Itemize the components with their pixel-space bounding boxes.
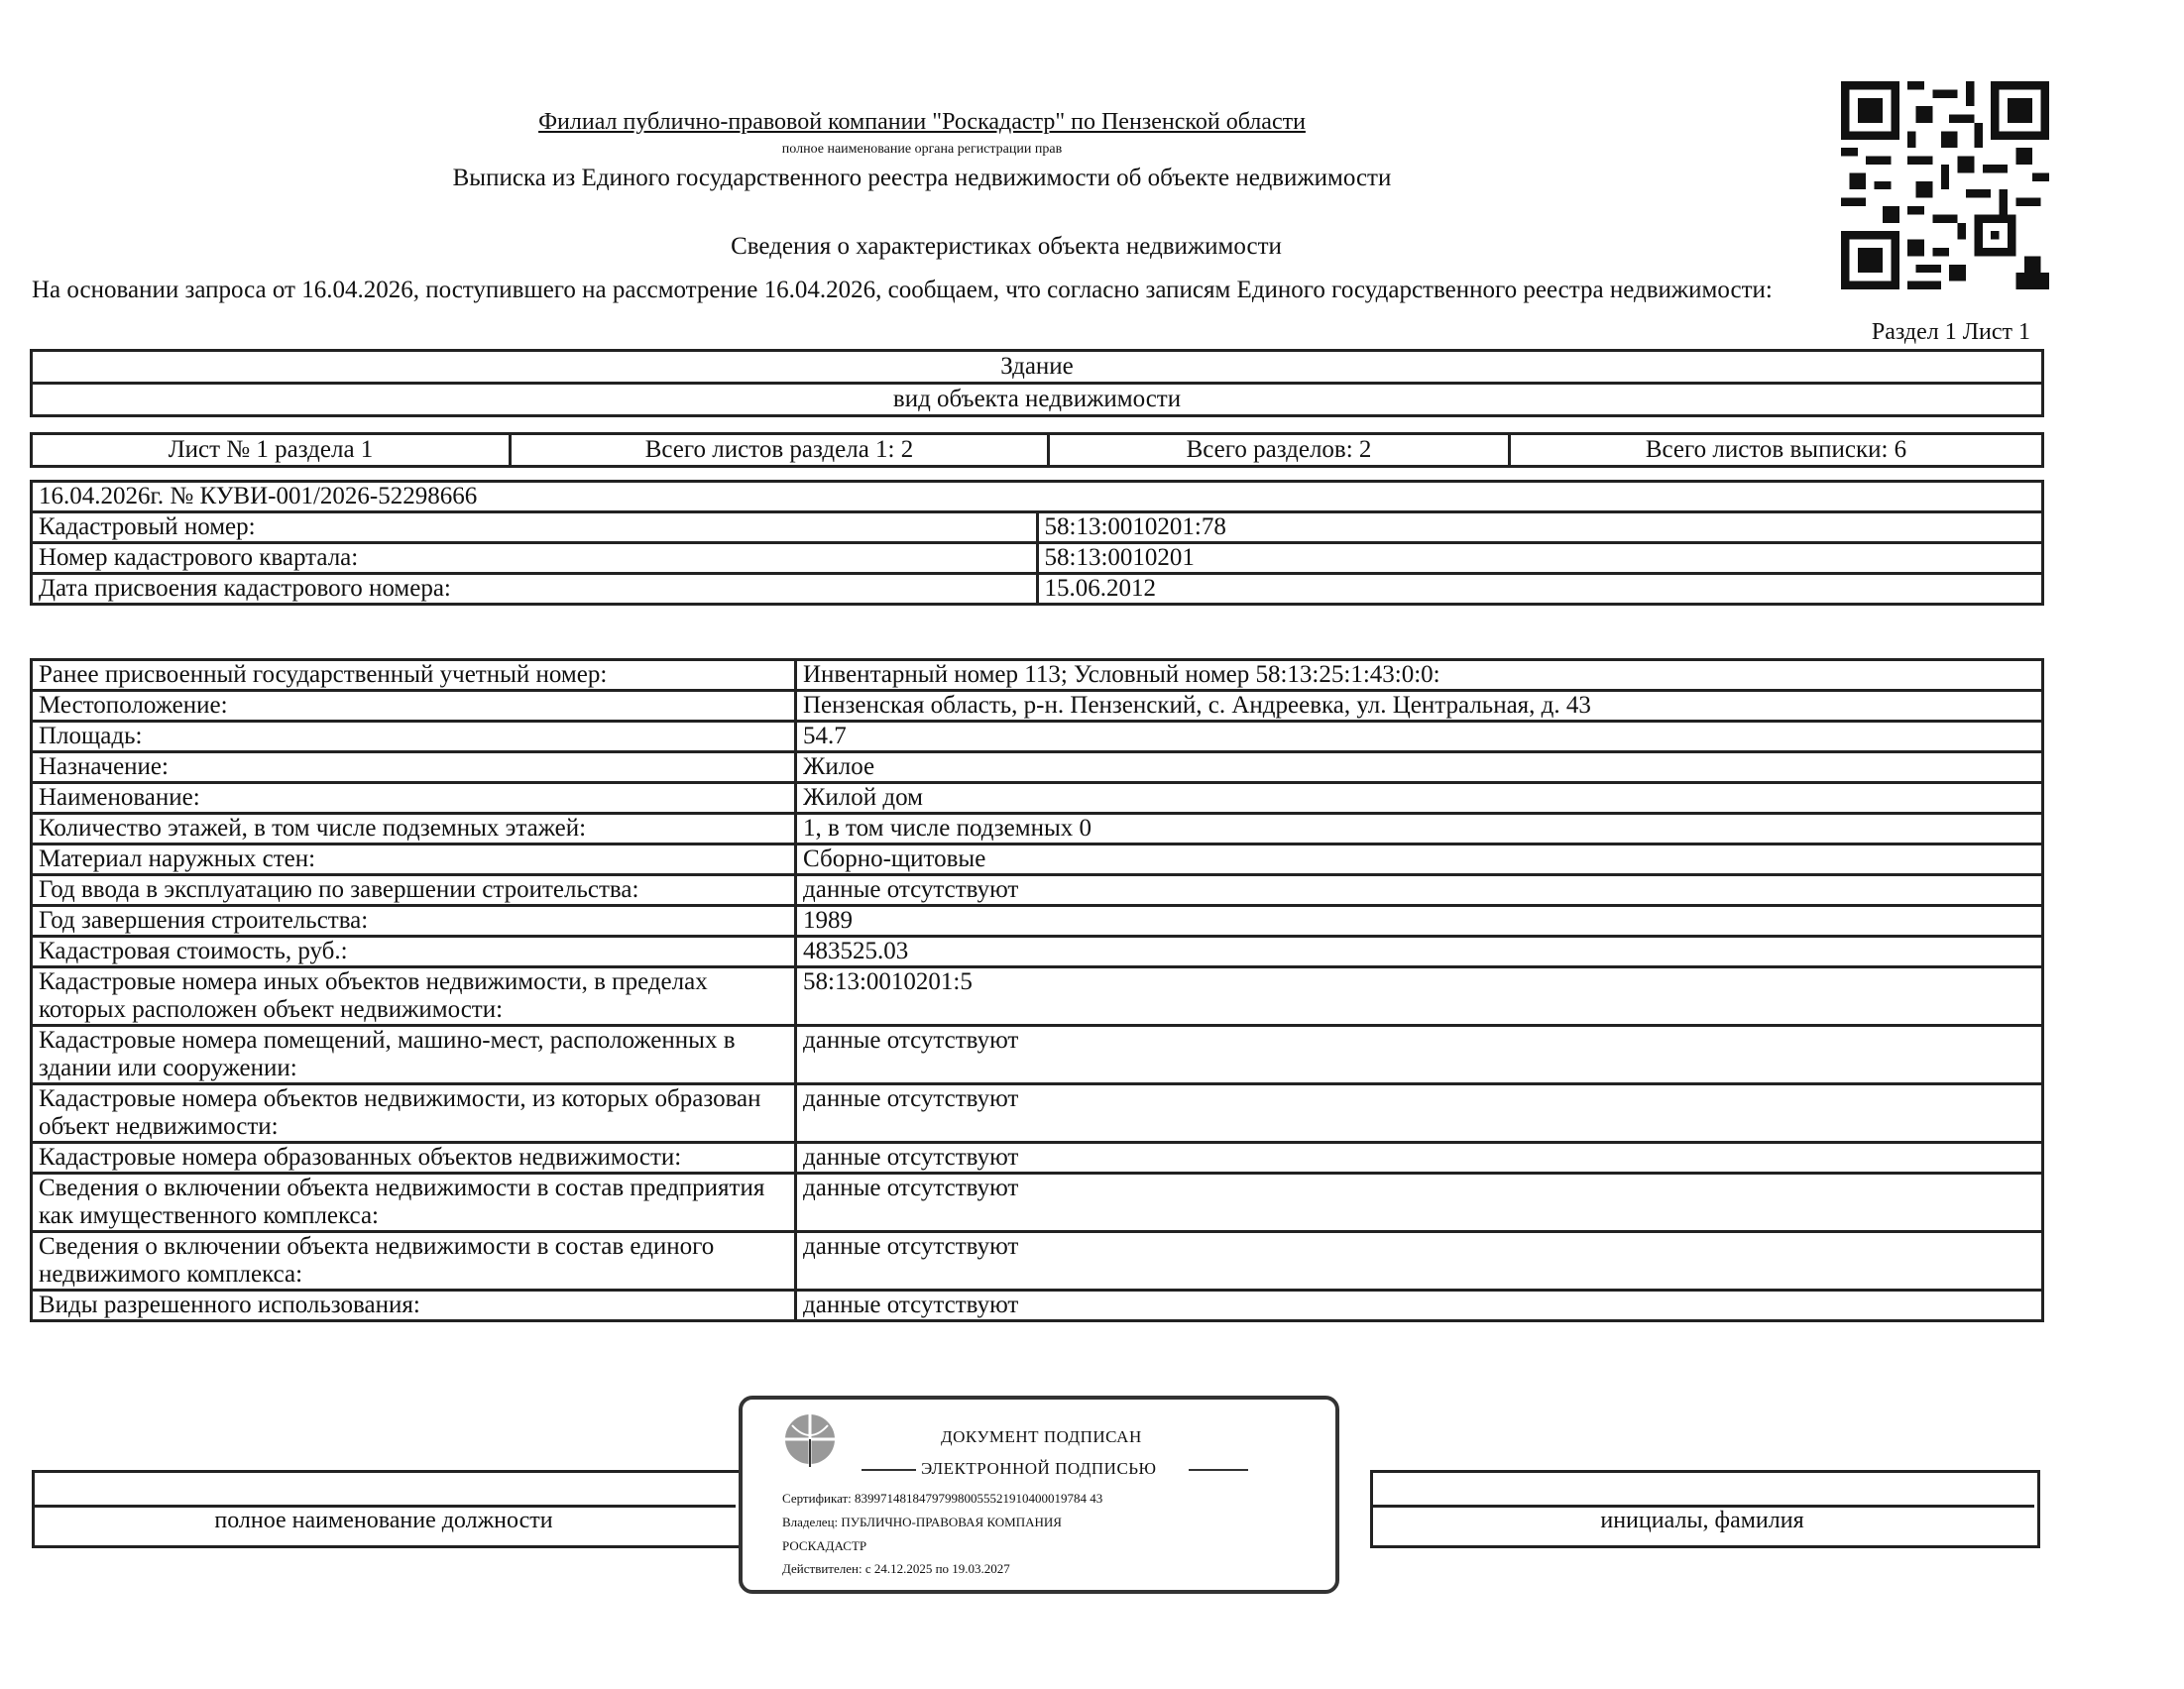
qr-code-icon [1841,81,2049,289]
table-row [32,660,2043,691]
registration-value: 58:13:0010201:78 [1037,512,2043,543]
characteristic-label: Год ввода в эксплуатацию по завершении строительства: [32,875,796,906]
table-row [32,1026,2043,1084]
total-section-sheets: Всего листов раздела 1: 2 [511,434,1049,467]
stamp-divider-right [1189,1469,1248,1471]
characteristic-label: Год завершения строительства: [32,906,796,937]
characteristic-label: Наименование: [32,783,796,814]
characteristic-value: 54.7 [796,722,2043,752]
table-row [32,1291,2043,1321]
stamp-owner-line1: Владелец: ПУБЛИЧНО-ПРАВОВАЯ КОМПАНИЯ [782,1515,1062,1529]
table-row [32,752,2043,783]
organization-name: Филиал публично-правовой компании "Роскадастр" по Пензенской области [538,109,1306,135]
registration-value: 15.06.2012 [1037,574,2043,605]
table-row [32,906,2043,937]
characteristic-value: 1, в том числе подземных 0 [796,814,2043,844]
signature-position-caption: полное наименование должности [214,1508,553,1533]
table-row [32,1143,2043,1174]
characteristic-value: Сборно-щитовые [796,844,2043,875]
characteristic-value: Жилой дом [796,783,2043,814]
characteristic-value: 1989 [796,906,2043,937]
request-date-number: 16.04.2026г. № КУВИ-001/2026-52298666 [32,482,2043,512]
characteristic-value: данные отсутствуют [796,1026,2043,1084]
table-row [32,937,2043,967]
registration-table [30,480,2044,606]
characteristic-label: Сведения о включении объекта недвижимости в состав единого недвижимого комплекса: [32,1232,796,1291]
total-extract-sheets: Всего листов выписки: 6 [1510,434,2043,467]
registration-label: Дата присвоения кадастрового номера: [32,574,1038,605]
characteristic-value: данные отсутствуют [796,1291,2043,1321]
sheets-table [30,432,2044,468]
stamp-title-line2: ЭЛЕКТРОННОЙ ПОДПИСЬЮ [921,1459,1157,1478]
stamp-validity: Действителен: с 24.12.2025 по 19.03.2027 [782,1561,1010,1576]
registration-label: Кадастровый номер: [32,512,1038,543]
characteristic-label: Кадастровые номера образованных объектов недвижимости: [32,1143,796,1174]
table-row [32,1174,2043,1232]
characteristic-value: 483525.03 [796,937,2043,967]
table-row [32,1232,2043,1291]
characteristic-value: Инвентарный номер 113; Условный номер 58:13:25:1:43:0:0: [796,660,2043,691]
table-row [32,875,2043,906]
object-kind-caption: вид объекта недвижимости [32,384,2043,416]
characteristic-value: данные отсутствуют [796,1084,2043,1143]
table-row [32,722,2043,752]
table-row [32,691,2043,722]
section-sheet-label: Раздел 1 Лист 1 [1871,319,2030,345]
characteristic-label: Кадастровые номера иных объектов недвижимости, в пределах которых расположен объект недвижимости: [32,967,796,1026]
total-sections: Всего разделов: 2 [1049,434,1510,467]
document-title: Выписка из Единого государственного реестра недвижимости об объекте недвижимости [452,165,1392,191]
table-row [32,844,2043,875]
characteristic-label: Виды разрешенного использования: [32,1291,796,1321]
stamp-title-line1: ДОКУМЕНТ ПОДПИСАН [941,1427,1142,1446]
characteristic-value: Жилое [796,752,2043,783]
characteristic-label: Ранее присвоенный государственный учетный номер: [32,660,796,691]
characteristic-label: Площадь: [32,722,796,752]
characteristic-value: данные отсутствуют [796,1174,2043,1232]
request-line: На основании запроса от 16.04.2026, поступившего на рассмотрение 16.04.2026, сообщаем, что согласно записям Единого государственного реестра недвижимости: [32,277,1773,303]
characteristic-label: Кадастровые номера объектов недвижимости, из которых образован объект недвижимости: [32,1084,796,1143]
signature-name-caption: инициалы, фамилия [1600,1508,1804,1533]
characteristic-value: данные отсутствуют [796,1232,2043,1291]
characteristic-label: Кадастровая стоимость, руб.: [32,937,796,967]
object-kind-value: Здание [32,351,2043,384]
sheet-number: Лист № 1 раздела 1 [32,434,511,467]
object-kind-table [30,349,2044,417]
characteristic-label: Местоположение: [32,691,796,722]
table-row [32,814,2043,844]
section-title: Сведения о характеристиках объекта недвижимости [731,233,1282,260]
registration-value: 58:13:0010201 [1037,543,2043,574]
rosreestr-emblem-icon [782,1411,838,1467]
characteristic-label: Назначение: [32,752,796,783]
table-row [32,1084,2043,1143]
characteristic-label: Сведения о включении объекта недвижимости в состав предприятия как имущественного комплекса: [32,1174,796,1232]
table-row [32,783,2043,814]
characteristic-label: Материал наружных стен: [32,844,796,875]
stamp-divider-left [862,1469,916,1471]
characteristics-table [30,658,2044,1322]
characteristic-value: 58:13:0010201:5 [796,967,2043,1026]
characteristic-value: данные отсутствуют [796,1143,2043,1174]
table-row [32,967,2043,1026]
registration-label: Номер кадастрового квартала: [32,543,1038,574]
stamp-certificate: Сертификат: 839971481847979980055521910400019784 43 [782,1491,1103,1506]
characteristic-label: Количество этажей, в том числе подземных этажей: [32,814,796,844]
electronic-signature-stamp [739,1396,1339,1594]
characteristic-value: данные отсутствуют [796,875,2043,906]
stamp-owner-line2: РОСКАДАСТР [782,1538,867,1553]
characteristic-value: Пензенская область, р-н. Пензенский, с. Андреевка, ул. Центральная, д. 43 [796,691,2043,722]
characteristic-label: Кадастровые номера помещений, машино-мест, расположенных в здании или сооружении: [32,1026,796,1084]
organization-caption: полное наименование органа регистрации прав [781,142,1063,157]
